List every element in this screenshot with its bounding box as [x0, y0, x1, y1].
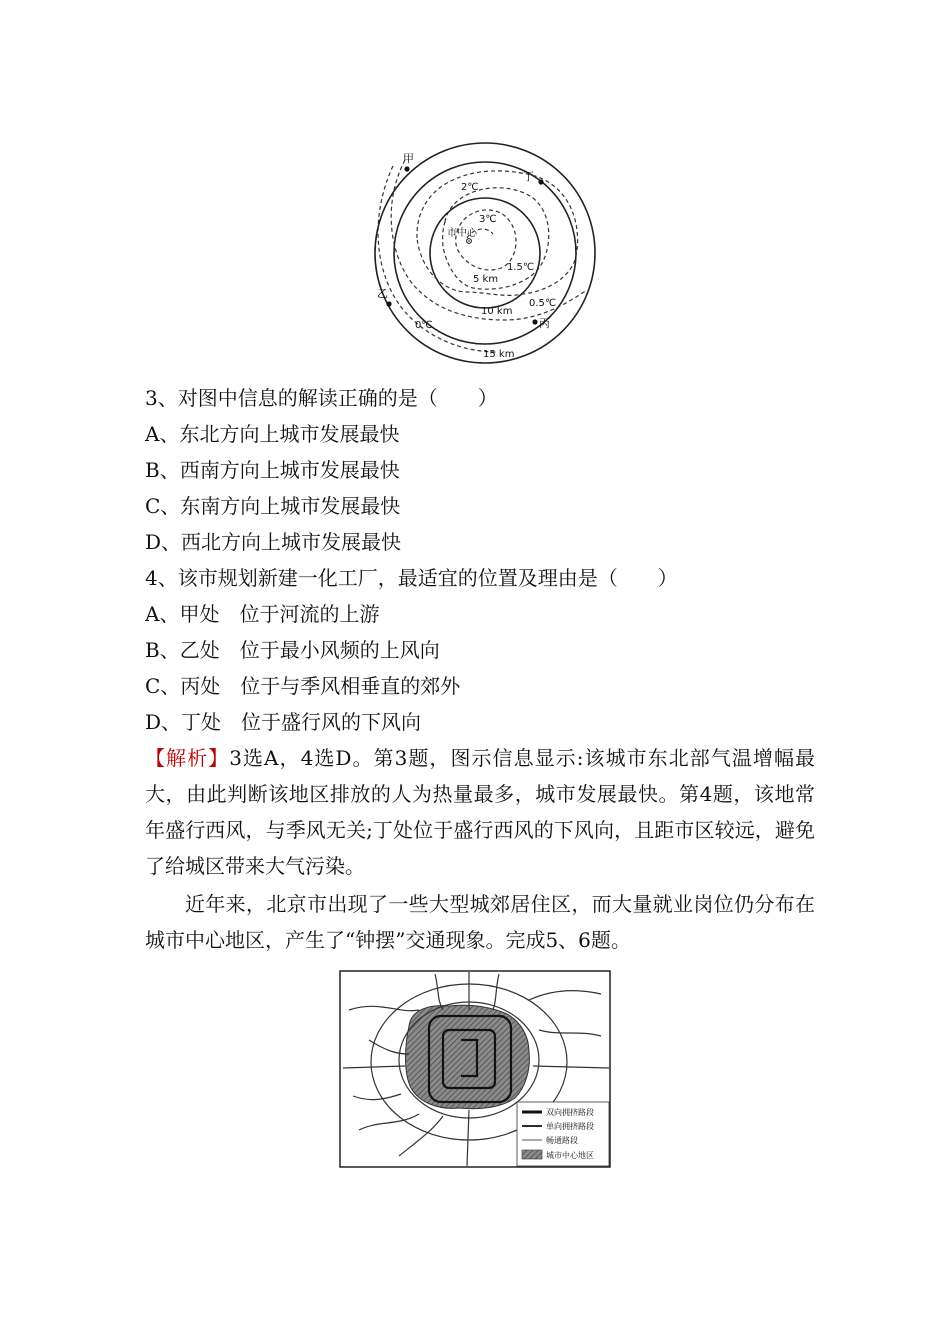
- q4-option-c: C、丙处 位于与季风相垂直的郊外: [145, 674, 461, 698]
- q3-option-b: B、西南方向上城市发展最快: [145, 458, 400, 482]
- isotherm-map: [355, 142, 615, 364]
- label-city-center: 市中心: [447, 228, 477, 239]
- q3-option-a: A、东北方向上城市发展最快: [145, 422, 400, 446]
- label-iso-2: 2℃: [461, 182, 479, 193]
- q4-option-b: B、乙处 位于最小风频的上风向: [145, 638, 440, 662]
- legend-one-way-congested: 单向拥挤路段: [546, 1122, 594, 1131]
- isotherm-0c: [378, 166, 497, 352]
- analysis: [145, 740, 815, 884]
- traffic-map: [339, 970, 611, 1168]
- label-yi: 乙: [377, 287, 388, 300]
- q4-stem: 4、该市规划新建一化工厂，最适宜的位置及理由是（ ）: [145, 566, 678, 590]
- label-iso-0-5: 0.5℃: [529, 298, 557, 309]
- analysis-tag: 【解析】: [145, 746, 230, 770]
- label-10km: 10 km: [481, 306, 513, 317]
- ring-15km: [375, 143, 595, 363]
- label-iso-1-5: 1.5℃: [507, 262, 535, 273]
- q3-option-c: C、东南方向上城市发展最快: [145, 494, 401, 518]
- q3-stem: 3、对图中信息的解读正确的是（ ）: [145, 386, 498, 410]
- label-ding: 丁: [523, 170, 534, 183]
- label-bing: 丙: [539, 317, 550, 330]
- legend-city-center: 城市中心地区: [546, 1151, 594, 1160]
- label-jia: 甲: [403, 152, 414, 165]
- label-15km: 15 km: [483, 349, 515, 360]
- isotherm-0-5c: [391, 160, 587, 320]
- label-5km: 5 km: [473, 274, 499, 285]
- legend-two-way-congested: 双向拥挤路段: [546, 1108, 594, 1117]
- analysis-text: 3选A，4选D。第3题，图示信息显示:该城市东北部气温增幅最大，由此判断该地区排放的人为热量最多，城市发展最快。第4题，该地常年盛行西风，与季风无关;丁处位于盛行西风的下风向，且距市区较远，避免了给城区带来大气污染。: [145, 746, 816, 878]
- label-iso-3: 3℃: [479, 214, 497, 225]
- q3-option-d: D、西北方向上城市发展最快: [145, 530, 402, 554]
- intro-paragraph: 近年来，北京市出现了一些大型城郊居住区，而大量就业岗位仍分布在城市中心地区，产生了“钟摆”交通现象。完成5、6题。: [145, 892, 815, 952]
- label-iso-0: 0℃: [415, 320, 433, 331]
- legend-smooth-road: 畅通路段: [546, 1136, 578, 1145]
- q4-option-d: D、丁处 位于盛行风的下风向: [145, 710, 422, 734]
- q4-option-a: A、甲处 位于河流的上游: [145, 602, 380, 626]
